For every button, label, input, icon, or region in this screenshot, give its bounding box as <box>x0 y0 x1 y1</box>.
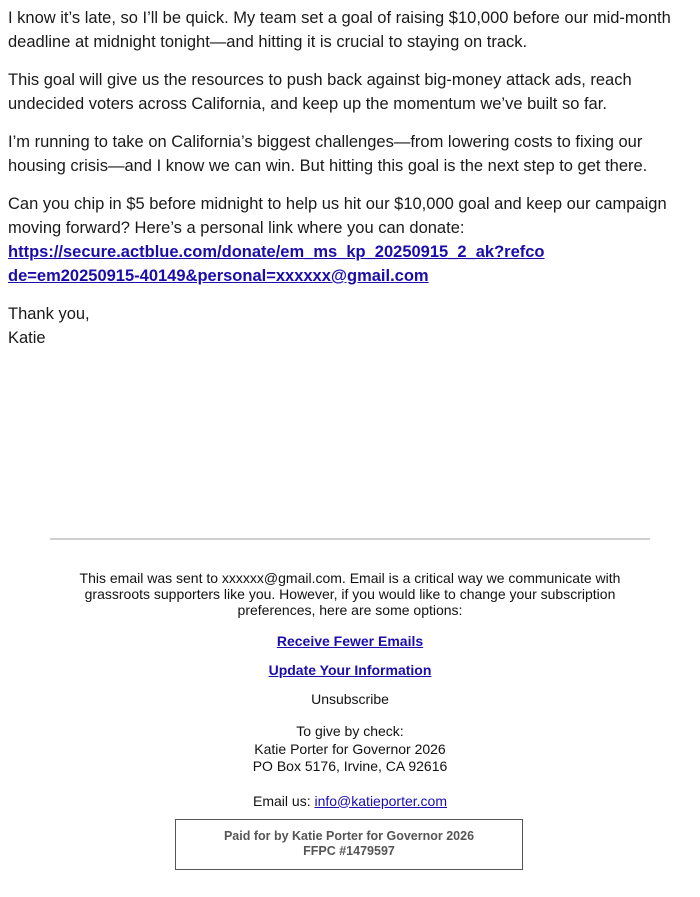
check-address-block <box>50 723 650 776</box>
update-information-link[interactable]: Update Your Information <box>268 662 432 678</box>
paid-for-disclaimer <box>175 819 523 870</box>
email-footer <box>50 570 650 809</box>
paragraph-ask <box>8 192 696 288</box>
email-body <box>8 6 696 364</box>
check-name: Katie Porter for Governor 2026 <box>254 740 446 757</box>
signoff <box>8 302 696 350</box>
check-heading: To give by check: <box>296 723 404 739</box>
paragraph-intro: I know it’s late, so I’ll be quick. My team set a goal of raising $10,000 before our mid-month deadline at midnight tonight—and hitting it is crucial to staying on track. <box>8 9 671 51</box>
paid-for-text: Paid for by Katie Porter for Governor 2026 <box>223 829 475 843</box>
paragraph-goal: This goal will give us the resources to push back against big-money attack ads, reach undecided voters across California, and keep up the momentum we’ve built so far. <box>8 71 632 113</box>
signature-text: Katie <box>8 329 46 347</box>
paragraph-challenges: I’m running to take on California’s biggest challenges—from lowering costs to fixing our housing crisis—and I know we can win. But hitting this goal is the next step to get there. <box>8 133 648 175</box>
ask-text: Can you chip in $5 before midnight to help us hit our $10,000 goal and keep our campaign moving forward? Here’s a personal link where you can donate: <box>8 195 667 237</box>
footer-divider <box>50 538 650 540</box>
unsubscribe-link[interactable]: Unsubscribe <box>311 691 389 707</box>
receive-fewer-emails-link[interactable]: Receive Fewer Emails <box>276 633 424 649</box>
email-us-line <box>50 793 650 809</box>
donate-link[interactable]: https://secure.actblue.com/donate/em_ms_kp_20250915_2_ak?refcode=em20250915-40149&personal=xxxxxx@gmail.com <box>8 243 545 285</box>
email-us-link[interactable]: info@katieporter.com <box>314 792 447 809</box>
check-address: PO Box 5176, Irvine, CA 92616 <box>252 758 448 774</box>
closing-text: Thank you, <box>8 305 90 323</box>
email-us-label: Email us: <box>253 792 311 809</box>
subscription-notice: This email was sent to xxxxxx@gmail.com. Email is a critical way we communicate with grassroots supporters like you. However, if you would like to change your subscription preferences, here are some options: <box>79 570 621 618</box>
ffpc-number: FFPC #1479597 <box>303 844 395 858</box>
